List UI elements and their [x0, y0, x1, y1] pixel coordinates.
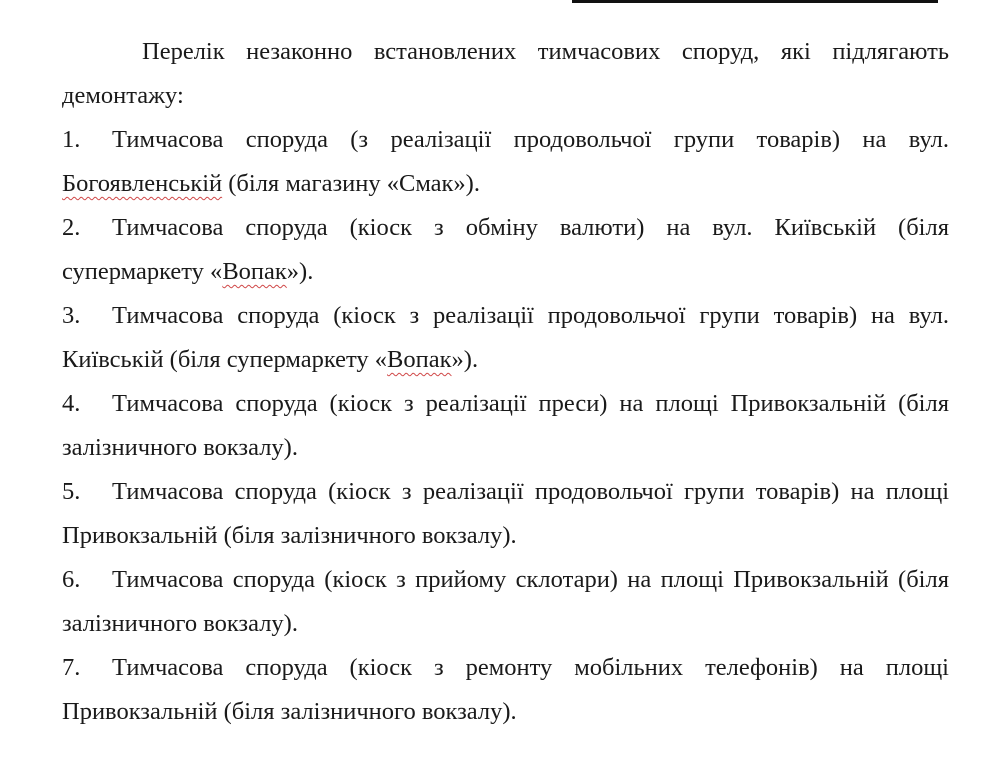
list-item-2 [62, 206, 949, 294]
item-text: Тимчасова споруда (кіоск з реалізації продовольчої групи товарів) на вул. Київській (біля супермаркету « [62, 302, 949, 373]
item-text: (біля магазину «Смак»). [222, 170, 480, 197]
item-text: Тимчасова споруда (з реалізації продовольчої групи товарів) на вул. [112, 126, 949, 153]
list-item-1 [62, 118, 949, 206]
intro-paragraph: Перелік незаконно встановлених тимчасових споруд, які підлягають демонтажу: [62, 38, 949, 109]
item-text: Тимчасова споруда (кіоск з обміну валюти) на вул. Київській (біля супермаркету « [62, 214, 949, 285]
list-item-6 [62, 558, 949, 646]
item-text: Тимчасова споруда (кіоск з ремонту мобільних телефонів) на площі Привокзальній (біля залізничного вокзалу). [62, 654, 949, 725]
spellcheck-word[interactable]: Вопак [222, 258, 287, 285]
spellcheck-word[interactable]: Богоявленській [62, 170, 223, 197]
item-text: »). [286, 258, 314, 285]
item-number: 5. [62, 478, 81, 505]
item-number: 2. [62, 214, 81, 241]
item-number: 4. [62, 390, 81, 417]
top-rule-line [572, 0, 938, 3]
list-item-7 [62, 646, 949, 734]
item-number: 7. [62, 654, 81, 681]
item-text: Тимчасова споруда (кіоск з прийому склотари) на площі Привокзальній (біля залізничного вокзалу). [62, 566, 949, 637]
spellcheck-word[interactable]: Вопак [387, 346, 452, 373]
item-text: »). [451, 346, 479, 373]
document-body [62, 30, 949, 734]
item-number: 3. [62, 302, 81, 329]
item-text: Тимчасова споруда (кіоск з реалізації продовольчої групи товарів) на площі Привокзальній (біля залізничного вокзалу). [62, 478, 949, 549]
list-item-4 [62, 382, 949, 470]
item-text: Тимчасова споруда (кіоск з реалізації преси) на площі Привокзальній (біля залізничного вокзалу). [62, 390, 949, 461]
item-number: 1. [62, 126, 81, 153]
item-number: 6. [62, 566, 81, 593]
list-item-3 [62, 294, 949, 382]
list-item-5 [62, 470, 949, 558]
